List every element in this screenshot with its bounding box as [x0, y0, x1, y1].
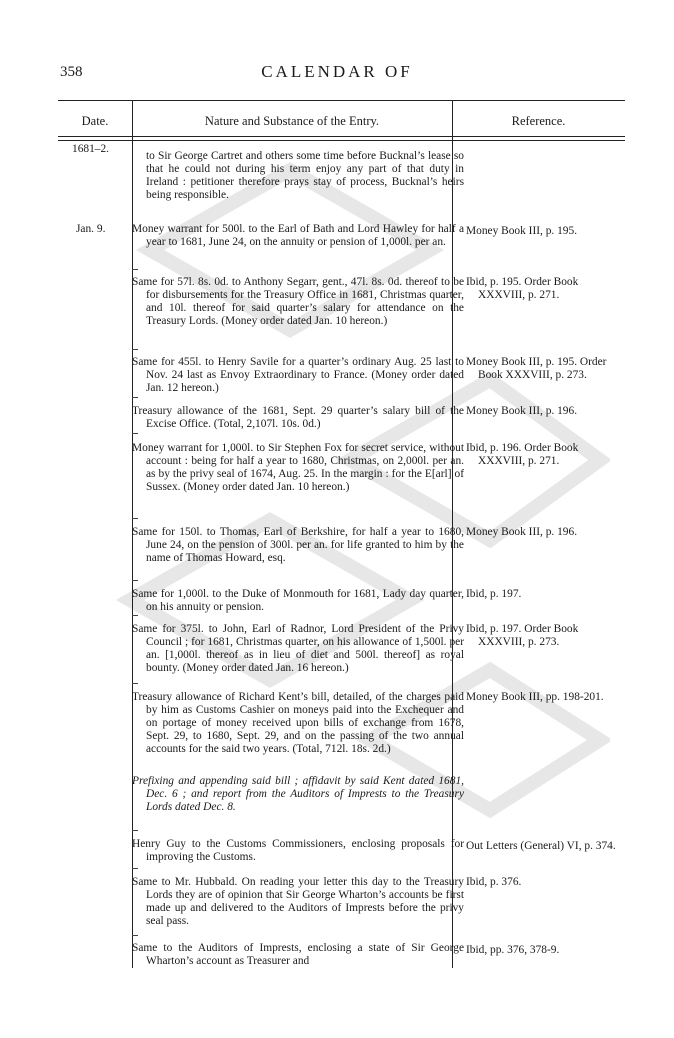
header-date: Date. [81, 114, 109, 128]
header-reference: Reference. [511, 114, 566, 128]
running-title: CALENDAR OF [261, 62, 413, 81]
entry-text: Same for 150l. to Thomas, Earl of Berkshire, for half a year to 1680, June 24, on the pension of 300l. per an. for life granted to him by the name of Thomas Howard, esq. [132, 526, 464, 565]
entry-text: Henry Guy to the Customs Commissioners, enclosing proposals for improving the Customs. [132, 838, 464, 864]
entry-text: Money warrant for 500l. to the Earl of Bath and Lord Hawley for half a year to 1681, June 24, on the annuity or pension of 1,000l. per an. [132, 223, 464, 249]
entry-reference: Ibid, p. 197. [466, 588, 522, 600]
entry-reference: Ibid, p. 197. Order Book XXXVIII, p. 273. [466, 623, 579, 649]
entry-reference: Out Letters (General) VI, p. 374. [466, 840, 616, 852]
entry-reference: Money Book III, p. 195. Order Book XXXVIII, p. 273. [466, 356, 607, 382]
entry-text: Treasury allowance of the 1681, Sept. 29 quarter’s salary bill of the Excise Office. (Total, 2,107l. 10s. 0d.) [132, 405, 464, 431]
entry-text: Same for 57l. 8s. 0d. to Anthony Segarr, gent., 47l. 8s. 0d. thereof to be for disbursements for the Treasury Office in 1681, Christmas quarter, and 10l. thereof for said quarter’s salary for attendance on the Treasury Lords. (Money order dated Jan. 10 hereon.) [132, 276, 464, 328]
entry-date: Jan. 9. [76, 223, 106, 235]
entry-reference: Money Book III, p. 196. [466, 526, 578, 538]
entry-text: Same for 455l. to Henry Savile for a quarter’s ordinary Aug. 25 last to Nov. 24 last as Envoy Extraordinary to France. (Money order dated Jan. 12 hereon.) [132, 356, 464, 395]
entry-text: to Sir George Cartret and others some time before Bucknal’s lease so that he could not during his term enjoy any part of that duty in Ireland : petitioner therefore prays stay of process, Bucknal’s heirs being responsible. [146, 150, 464, 202]
entry-reference: Money Book III, pp. 198-201. [466, 691, 604, 703]
entry-text: Same for 1,000l. to the Duke of Monmouth for 1681, Lady day quarter, on his annuity or pension. [132, 588, 464, 614]
entry-text: Same to Mr. Hubbald. On reading your letter this day to the Treasury Lords they are of opinion that Sir George Wharton’s accounts be first made up and delivered to the Auditors of Imprests before the privy seal pass. [132, 876, 464, 928]
entry-reference: Ibid, p. 196. Order Book XXXVIII, p. 271. [466, 442, 579, 468]
entry-reference: Ibid, pp. 376, 378-9. [466, 944, 560, 956]
entry-text: Treasury allowance of Richard Kent’s bill, detailed, of the charges paid by him as Customs Cashier on moneys paid into the Exchequer and on portage of money received upon bills of exchange from 1678, Sept. 29, to 1680, Sept. 29, and on the passing of the two annual accounts for the said two years. (Total, 712l. 18s. 2d.) [132, 691, 464, 756]
entry-reference: Ibid, p. 376. [466, 876, 522, 888]
entry-text: Same to the Auditors of Imprests, enclosing a state of Sir George Wharton’s account as Treasurer and [132, 942, 464, 968]
year-label: 1681–2. [72, 143, 110, 155]
entry-text: Money warrant for 1,000l. to Sir Stephen Fox for secret service, without account : being for half a year to 1680, Christmas, on 2,000l. per an. as by the privy seal of 1674, Aug. 25. In the margin : for the E[arl] of Sussex. (Money order dated Jan. 10 hereon.) [132, 442, 464, 494]
entry-reference: Money Book III, p. 195. [466, 225, 578, 237]
entry-text: Same for 375l. to John, Earl of Radnor, Lord President of the Privy Council ; for 1681, Christmas quarter, on his allowance of 1,500l. per an. [1,000l. thereof as in lieu of diet and 500l. thereof] as royal bounty. (Money order dated Jan. 16 hereon.) [132, 623, 464, 675]
header-nature: Nature and Substance of the Entry. [204, 114, 380, 128]
entry-text-continued: Prefixing and appending said bill ; affidavit by said Kent dated 1681, Dec. 6 ; and report from the Auditors of Imprests to the Treasury Lords dated Dec. 8. [132, 775, 464, 814]
entry-reference: Money Book III, p. 196. [466, 405, 578, 417]
page-number: 358 [60, 64, 83, 80]
entry-reference: Ibid, p. 195. Order Book XXXVIII, p. 271. [466, 276, 579, 302]
